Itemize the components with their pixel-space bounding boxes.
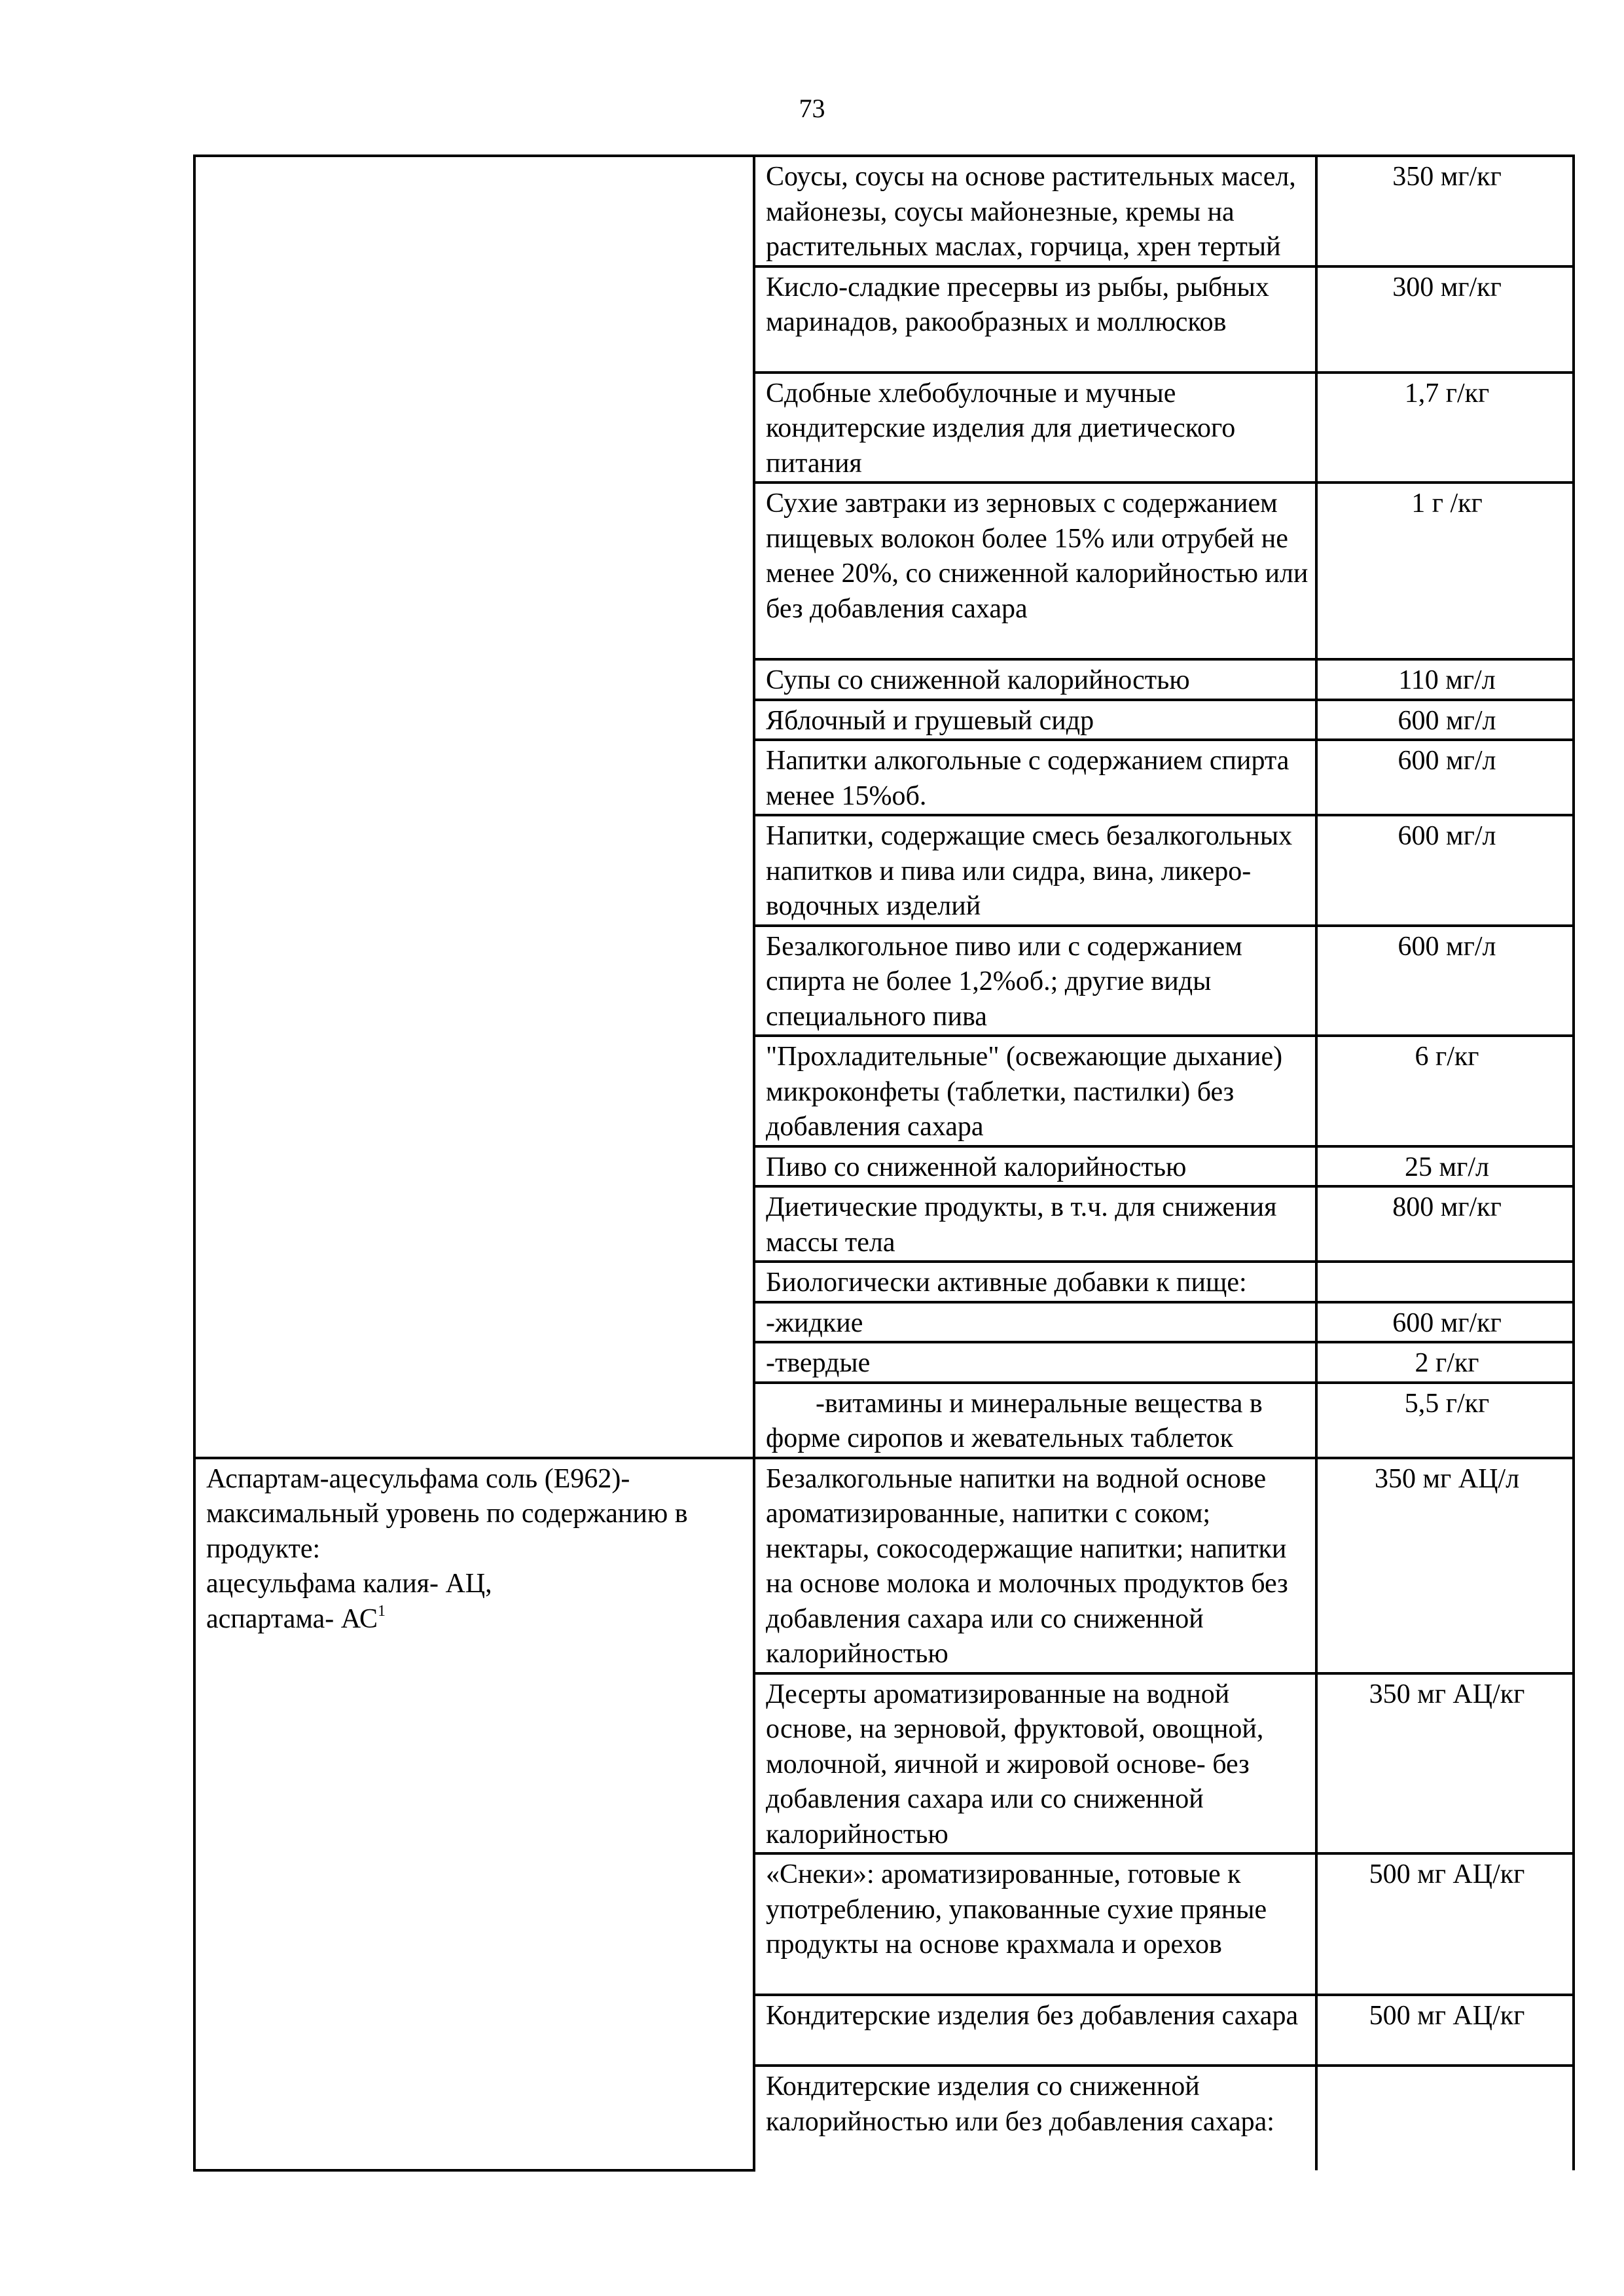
product-cell: -витамины и минеральные вещества в форме сиропов и жевательных таблеток <box>754 1383 1316 1458</box>
value-cell: 600 мг/л <box>1316 926 1574 1036</box>
product-cell: «Снеки»: ароматизированные, готовые к употреблению, упакованные сухие пряные продукты на основе крахмала и орехов <box>754 1853 1316 1995</box>
product-cell: Пиво со сниженной калорийностью <box>754 1146 1316 1187</box>
substance-cell <box>194 1458 754 2171</box>
value-cell: 350 мг АЦ/л <box>1316 1458 1574 1673</box>
value-cell: 1 г /кг <box>1316 483 1574 659</box>
value-cell: 600 мг/л <box>1316 740 1574 815</box>
value-cell: 1,7 г/кг <box>1316 373 1574 483</box>
product-cell: Соусы, соусы на основе растительных масел, майонезы, соусы майонезные, кремы на растительных маслах, горчица, хрен тертый <box>754 156 1316 266</box>
product-cell: Кондитерские изделия со сниженной калорийностью или без добавления сахара: <box>754 2066 1316 2170</box>
value-cell: 350 мг/кг <box>1316 156 1574 266</box>
product-cell: -жидкие <box>754 1302 1316 1343</box>
footnote-marker: 1 <box>378 1602 386 1620</box>
product-cell: Диетические продукты, в т.ч. для снижения массы тела <box>754 1186 1316 1262</box>
substance-abbrev-aspartame <box>206 1602 746 1637</box>
product-cell: Биологически активные добавки к пище: <box>754 1262 1316 1302</box>
substance-cell <box>194 156 754 1458</box>
value-cell: 600 мг/л <box>1316 700 1574 740</box>
product-cell: Безалкогольные напитки на водной основе ароматизированные, напитки с соком; нектары, сокосодержащие напитки; напитки на основе молока и молочных продуктов без добавления сахара или со сниженной калорийностью <box>754 1458 1316 1673</box>
value-cell <box>1316 2066 1574 2170</box>
product-cell: Кисло-сладкие пресервы из рыбы, рыбных маринадов, ракообразных и моллюсков <box>754 266 1316 373</box>
page-number: 73 <box>799 94 825 123</box>
table-row <box>194 156 1574 266</box>
value-cell: 2 г/кг <box>1316 1342 1574 1383</box>
value-cell: 300 мг/кг <box>1316 266 1574 373</box>
product-cell: "Прохладительные" (освежающие дыхание) микроконфеты (таблетки, пастилки) без добавления сахара <box>754 1036 1316 1146</box>
value-cell: 350 мг АЦ/кг <box>1316 1673 1574 1854</box>
value-cell: 600 мг/л <box>1316 815 1574 926</box>
product-cell: Супы со сниженной калорийностью <box>754 659 1316 700</box>
substance-name: Аспартам-ацесульфама соль (Е962)- максимальный уровень по содержанию в продукте: <box>206 1463 688 1564</box>
additive-norms-table <box>193 155 1575 2172</box>
product-cell: Напитки, содержащие смесь безалкогольных напитков и пива или сидра, вина, ликеро-водочных изделий <box>754 815 1316 926</box>
product-cell: Десерты ароматизированные на водной основе, на зерновой, фруктовой, овощной, молочной, яичной и жировой основе- без добавления сахара или со сниженной калорийностью <box>754 1673 1316 1854</box>
table-row <box>194 1458 1574 1673</box>
product-cell: Кондитерские изделия без добавления сахара <box>754 1995 1316 2066</box>
value-cell: 110 мг/л <box>1316 659 1574 700</box>
product-cell: Безалкогольное пиво или с содержанием спирта не более 1,2%об.; другие виды специального пива <box>754 926 1316 1036</box>
substance-abbrev-aspartame-text: аспартама- АС <box>206 1603 378 1634</box>
value-cell <box>1316 1262 1574 1302</box>
product-cell: -твердые <box>754 1342 1316 1383</box>
value-cell: 500 мг АЦ/кг <box>1316 1995 1574 2066</box>
value-cell: 6 г/кг <box>1316 1036 1574 1146</box>
product-cell: Сухие завтраки из зерновых с содержанием пищевых волокон более 15% или отрубей не менее 20%, со сниженной калорийностью или без добавления сахара <box>754 483 1316 659</box>
product-cell: Сдобные хлебобулочные и мучные кондитерские изделия для диетического питания <box>754 373 1316 483</box>
product-cell: Яблочный и грушевый сидр <box>754 700 1316 740</box>
value-cell: 25 мг/л <box>1316 1146 1574 1187</box>
value-cell: 800 мг/кг <box>1316 1186 1574 1262</box>
product-cell: Напитки алкогольные с содержанием спирта менее 15%об. <box>754 740 1316 815</box>
value-cell: 600 мг/кг <box>1316 1302 1574 1343</box>
value-cell: 500 мг АЦ/кг <box>1316 1853 1574 1995</box>
substance-abbrev-acesulfame: ацесульфама калия- АЦ, <box>206 1569 492 1599</box>
value-cell: 5,5 г/кг <box>1316 1383 1574 1458</box>
